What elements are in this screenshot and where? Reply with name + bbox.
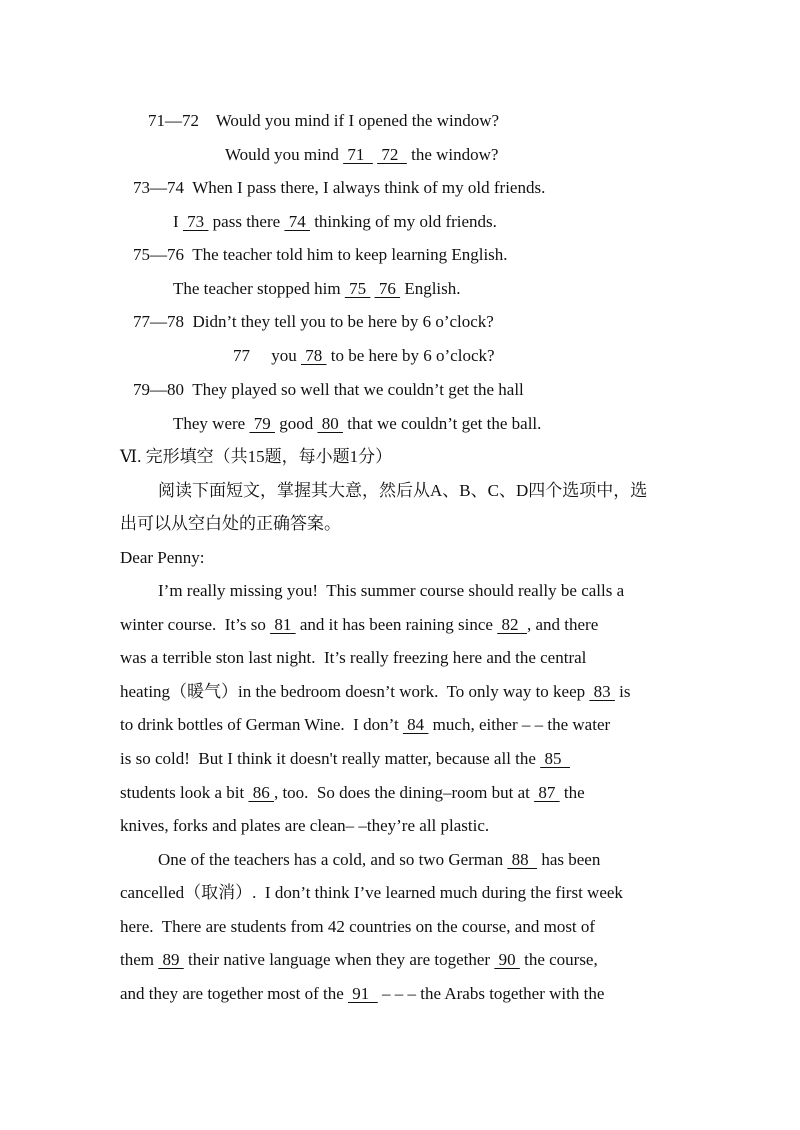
question-75-76-original	[133, 244, 508, 266]
blank-71[interactable]: 71	[343, 145, 373, 164]
letter-p1-line-8: knives, forks and plates are clean– –they’re all plastic.	[120, 816, 490, 835]
letter-p2-line-1: One of the teachers has a cold, and so two German 88 has been	[158, 850, 601, 869]
question-75-76-rewrite: The teacher stopped him 75 76 English.	[173, 279, 461, 298]
sentence-text: Didn’t they tell you to be here by 6 o’clock?	[192, 312, 494, 331]
blank-82[interactable]: 82	[497, 615, 527, 634]
letter-greeting: Dear Penny:	[120, 548, 205, 567]
blank-78[interactable]: 78	[301, 346, 327, 365]
blank-89[interactable]: 89	[158, 950, 184, 969]
section-instruction-line-1: 阅读下面短文，掌握其大意，然后从A、B、C、D四个选项中，选	[158, 481, 648, 500]
sentence-text: Would you mind if I opened the window?	[215, 111, 500, 130]
sentence-text: The teacher told him to keep learning English.	[192, 245, 508, 264]
blank-80[interactable]: 80	[317, 414, 343, 433]
question-number: 79—80	[133, 380, 184, 399]
letter-p2-line-2: cancelled（取消）. I don’t think I’ve learned much during the first week	[120, 883, 623, 902]
blank-74[interactable]: 74	[284, 212, 310, 231]
question-77-78-rewrite: 77 you 78 to be here by 6 o’clock?	[233, 346, 495, 365]
blank-73[interactable]: 73	[182, 212, 209, 231]
letter-p2-line-5: and they are together most of the 91 – – – the Arabs together with the	[120, 984, 605, 1003]
blank-72[interactable]: 72	[377, 145, 407, 164]
question-73-74-rewrite: I 73 pass there 74 thinking of my old friends.	[173, 212, 497, 231]
question-71-72-rewrite: Would you mind 71 72 the window?	[225, 145, 499, 164]
question-number: 77—78	[133, 312, 184, 331]
letter-p1-line-1: I’m really missing you! This summer course should really be calls a	[158, 581, 625, 600]
blank-90[interactable]: 90	[494, 950, 520, 969]
blank-84[interactable]: 84	[402, 715, 429, 734]
letter-p2-line-3: here. There are students from 42 countries on the course, and most of	[120, 917, 596, 936]
question-79-80-rewrite: They were 79 good 80 that we couldn’t get the ball.	[173, 414, 542, 433]
letter-p2-line-4: them 89 their native language when they are together 90 the course,	[120, 950, 598, 969]
section-title: Ⅵ. 完形填空（共15题，每小题1分）	[120, 447, 393, 466]
sentence-text: When I pass there, I always think of my old friends.	[192, 178, 546, 197]
question-number: 75—76	[133, 245, 184, 264]
blank-86[interactable]: 86	[248, 783, 274, 802]
blank-79[interactable]: 79	[249, 414, 275, 433]
blank-81[interactable]: 81	[270, 615, 296, 634]
question-71-72-original	[148, 110, 499, 132]
letter-p1-line-6: is so cold! But I think it doesn't really matter, because all the 85	[120, 749, 570, 768]
question-79-80-original	[133, 379, 524, 401]
blank-88[interactable]: 88	[507, 850, 538, 869]
letter-p1-line-5: to drink bottles of German Wine. I don’t 84 much, either – – the water	[120, 715, 611, 734]
question-73-74-original	[133, 177, 545, 199]
question-77-78-original	[133, 311, 494, 333]
letter-p1-line-2: winter course. It’s so 81 and it has been raining since 82 , and there	[120, 615, 599, 634]
section-instruction-line-2: 出可以从空白处的正确答案。	[120, 514, 341, 533]
sentence-text: They played so well that we couldn’t get the hall	[192, 380, 524, 399]
letter-p1-line-7: students look a bit 86 , too. So does the dining–room but at 87 the	[120, 783, 585, 802]
blank-91[interactable]: 91	[348, 984, 378, 1003]
letter-p1-line-4: heating（暖气）in the bedroom doesn’t work. To only way to keep 83 is	[120, 682, 631, 701]
blank-75[interactable]: 75	[344, 279, 371, 298]
letter-p1-line-3: was a terrible ston last night. It’s really freezing here and the central	[120, 648, 587, 667]
blank-83[interactable]: 83	[589, 682, 615, 701]
question-number: 73—74	[133, 178, 184, 197]
blank-85[interactable]: 85	[540, 749, 570, 768]
question-number: 71—72	[148, 111, 199, 130]
blank-77[interactable]: 77	[233, 346, 250, 365]
blank-87[interactable]: 87	[534, 783, 560, 802]
blank-76[interactable]: 76	[374, 279, 401, 298]
